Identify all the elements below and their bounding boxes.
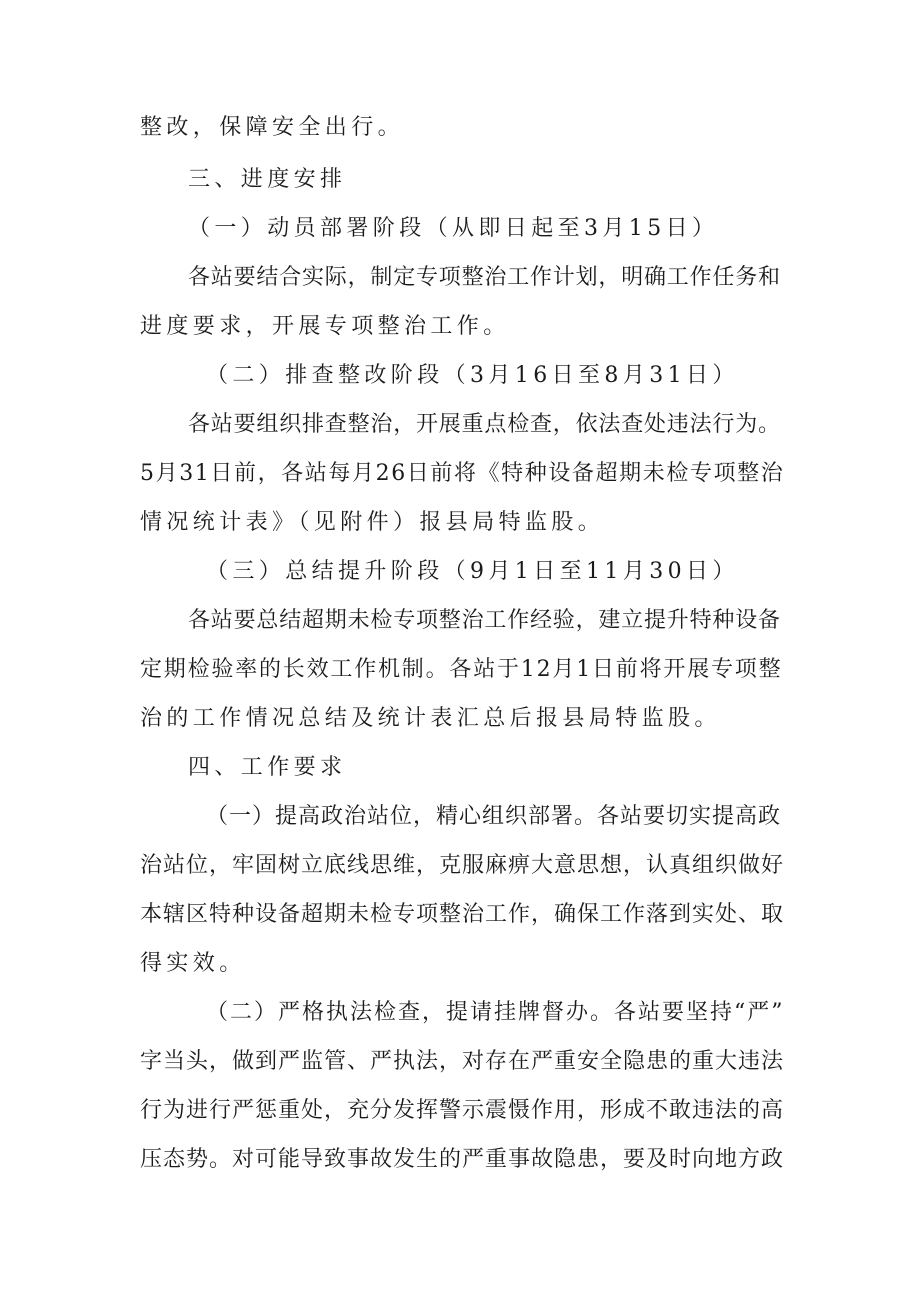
text-line: 情况统计表》（见附件）报县局特监股。 xyxy=(140,510,605,535)
subsection-heading: （二）排查整改阶段（3月16日至8月31日） xyxy=(206,363,739,388)
text-line: （一）提高政治站位，精心组织部署。各站要切实提高政 xyxy=(206,804,782,829)
section-heading: 三、进度安排 xyxy=(188,167,347,192)
text-line: 治站位，牢固树立底线思维，克服麻痹大意思想，认真组织做好 xyxy=(140,853,785,878)
text-line: 治的工作情况总结及统计表汇总后报县局特监股。 xyxy=(140,706,721,731)
text-line: 各站要组织排查整治，开展重点检查，依法查处违法行为。 xyxy=(188,412,781,437)
text-line: 字当头，做到严监管、严执法，对存在严重安全隐患的重大违法 xyxy=(140,1049,785,1074)
text-line: 进度要求，开展专项整治工作。 xyxy=(140,314,510,339)
text-line: 各站要结合实际，制定专项整治工作计划，明确工作任务和 xyxy=(188,265,781,290)
text-line: 定期检验率的长效工作机制。各站于12月1日前将开展专项整 xyxy=(140,657,783,682)
text-line: 整改，保障安全出行。 xyxy=(140,115,405,140)
text-line: （二）严格执法检查，提请挂牌督办。各站要坚持“严” xyxy=(206,1000,785,1025)
subsection-heading: （三）总结提升阶段（9月1日至11月30日） xyxy=(206,559,739,584)
section-heading: 四、工作要求 xyxy=(188,755,347,780)
subsection-heading: （一）动员部署阶段（从即日起至3月15日） xyxy=(188,216,719,241)
text-line: 得实效。 xyxy=(140,951,246,976)
text-line: 5月31日前，各站每月26日前将《特种设备超期未检专项整治 xyxy=(140,461,785,486)
text-line: 压态势。对可能导致事故发生的严重事故隐患，要及时向地方政 xyxy=(140,1147,785,1172)
text-line: 各站要总结超期未检专项整治工作经验，建立提升特种设备 xyxy=(188,608,781,633)
text-line: 本辖区特种设备超期未检专项整治工作，确保工作落到实处、取 xyxy=(140,902,785,927)
text-line: 行为进行严惩重处，充分发挥警示震慑作用，形成不敢违法的高 xyxy=(140,1098,785,1123)
